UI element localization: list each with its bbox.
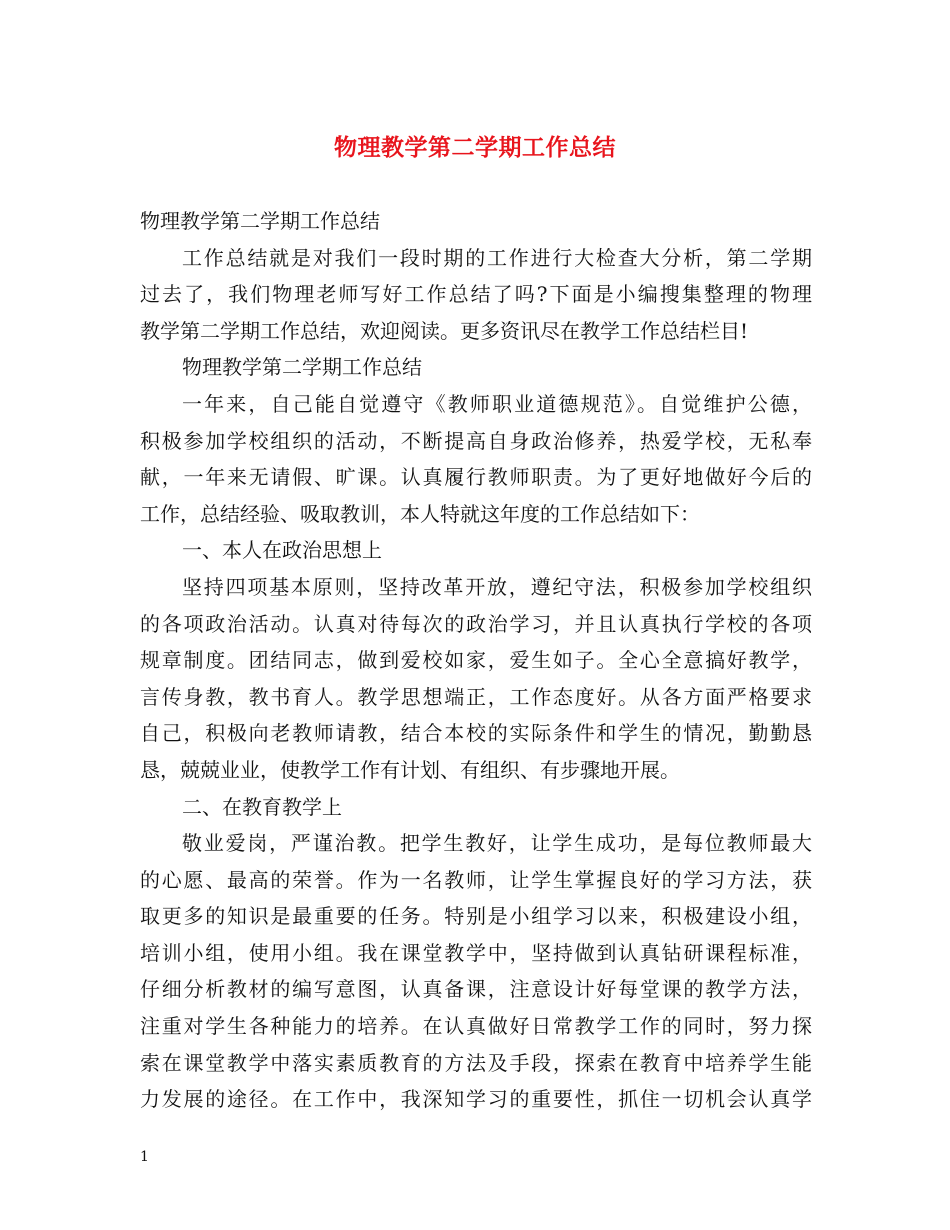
body-line: 的各项政治活动。认真对待每次的政治学习，并且认真执行学校的各项 [140,611,812,636]
body-line: 取更多的知识是最重要的任务。特别是小组学习以来，积极建设小组， [140,904,812,929]
document-body [140,203,812,1118]
body-line: 规章制度。团结同志，做到爱校如家，爱生如子。全心全意搞好教学， [140,648,812,673]
body-line: 仔细分析教材的编写意图，认真备课，注意设计好每堂课的教学方法， [140,977,812,1002]
body-line: 恳，兢兢业业，使教学工作有计划、有组织、有步骤地开展。 [140,757,680,782]
body-line: 过去了，我们物理老师写好工作总结了吗?下面是小编搜集整理的物理 [140,282,812,307]
body-line: 的心愿、最高的荣誉。作为一名教师，让学生掌握良好的学习方法，获 [140,867,812,892]
body-line: 一年来，自己能自觉遵守《教师职业道德规范》。自觉维护公德， [182,391,812,416]
body-line: 力发展的途径。在工作中，我深知学习的重要性，抓住一切机会认真学 [140,1087,812,1112]
body-line: 坚持四项基本原则，坚持改革开放，遵纪守法，积极参加学校组织 [182,574,812,599]
body-line: 注重对学生各种能力的培养。在认真做好日常教学工作的同时，努力探 [140,1014,812,1039]
body-line: 言传身教，教书育人。教学思想端正，工作态度好。从各方面严格要求 [140,684,812,709]
body-line: 物理教学第二学期工作总结 [140,209,380,233]
body-line: 索在课堂教学中落实素质教育的方法及手段，探索在教育中培养学生能 [140,1050,812,1075]
body-line: 一、本人在政治思想上 [182,538,382,563]
body-line: 献，一年来无请假、旷课。认真履行教师职责。为了更好地做好今后的 [140,465,812,490]
body-line: 敬业爱岗，严谨治教。把学生教好，让学生成功，是每位教师最大 [182,831,812,856]
document-title: 物理教学第二学期工作总结 [334,134,616,161]
body-line: 教学第二学期工作总结，欢迎阅读。更多资讯尽在教学工作总结栏目! [140,318,749,343]
body-line: 工作总结就是对我们一段时期的工作进行大检查大分析，第二学期 [182,245,812,270]
body-line: 培训小组，使用小组。我在课堂教学中，坚持做到认真钻研课程标准， [140,940,812,965]
body-line: 物理教学第二学期工作总结 [182,355,422,380]
body-line: 二、在教育教学上 [182,794,342,819]
body-line: 工作，总结经验、吸取教训，本人特就这年度的工作总结如下： [140,501,700,526]
body-line: 积极参加学校组织的活动，不断提高自身政治修养，热爱学校，无私奉 [140,428,812,453]
page-number: 1 [140,1149,149,1165]
body-line: 自己，积极向老教师请教，结合本校的实际条件和学生的情况，勤勤恳 [140,721,812,746]
